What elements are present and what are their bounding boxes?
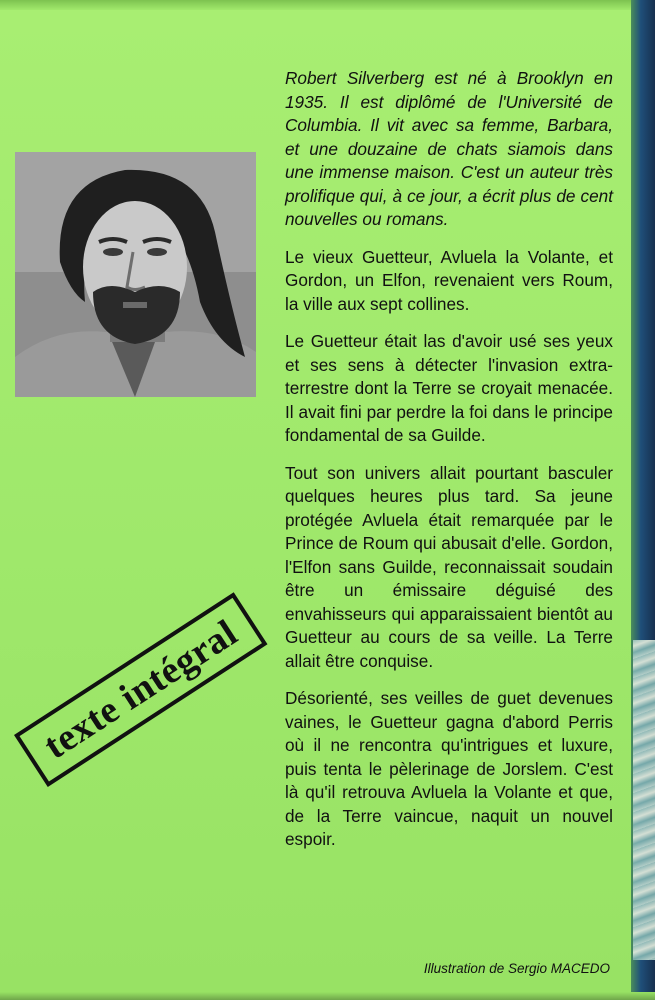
author-bio: Robert Silverberg est né à Brooklyn en 1935. Il est diplômé de l'Université de Columbia. Il vit avec sa femme, Barbara, et une douzaine de chats siamois dans une immense maison. C'est un auteur très prolifique qui, à ce jour, a écrit plus de cent nouvelles ou romans. (285, 68, 613, 229)
top-edge (0, 0, 655, 10)
front-cover-art-strip (633, 640, 655, 960)
synopsis-paragraph-4: Désorienté, ses veilles de guet devenues vaines, le Guetteur gagna d'abord Perris où il ne rencontra qu'intrigues et luxure, puis tenta le pèlerinage de Jorslem. C'est là qu'il retrouva Avluela la Volante et que, de la Terre vaincue, naquit un nouvel espoir. (285, 688, 613, 849)
bottom-edge (0, 992, 655, 1000)
cover-edge (631, 0, 655, 1000)
synopsis-paragraph-3: Tout son univers allait pourtant basculer quelques heures plus tard. Sa jeune protégée Avluela était remarquée par le Prince de Roum qui abusait d'elle. Gordon, l'Elfon sans Guilde, reconnaissait soudain être un émissaire déguisé des envahisseurs qui apparaissaient bientôt au Guetteur au cours de sa veille. La Terre allait être conquise. (285, 462, 613, 671)
texte-integral-stamp: texte intégral (14, 592, 267, 787)
illustration-credit: Illustration de Sergio MACEDO (423, 961, 610, 976)
blurb-column (285, 67, 613, 866)
synopsis-paragraph-2: Le Guetteur était las d'avoir usé ses yeux et ses sens à détecter l'invasion extra-terrestre dont la Terre se croyait menacée. Il avait fini par perdre la foi dans le principe fondamental de sa Guilde. (285, 331, 613, 445)
author-portrait-graphic (15, 152, 256, 397)
author-photo (15, 152, 256, 397)
synopsis-paragraph-1: Le vieux Guetteur, Avluela la Volante, et Gordon, un Elfon, revenaient vers Roum, la ville aux sept collines. (285, 246, 613, 314)
